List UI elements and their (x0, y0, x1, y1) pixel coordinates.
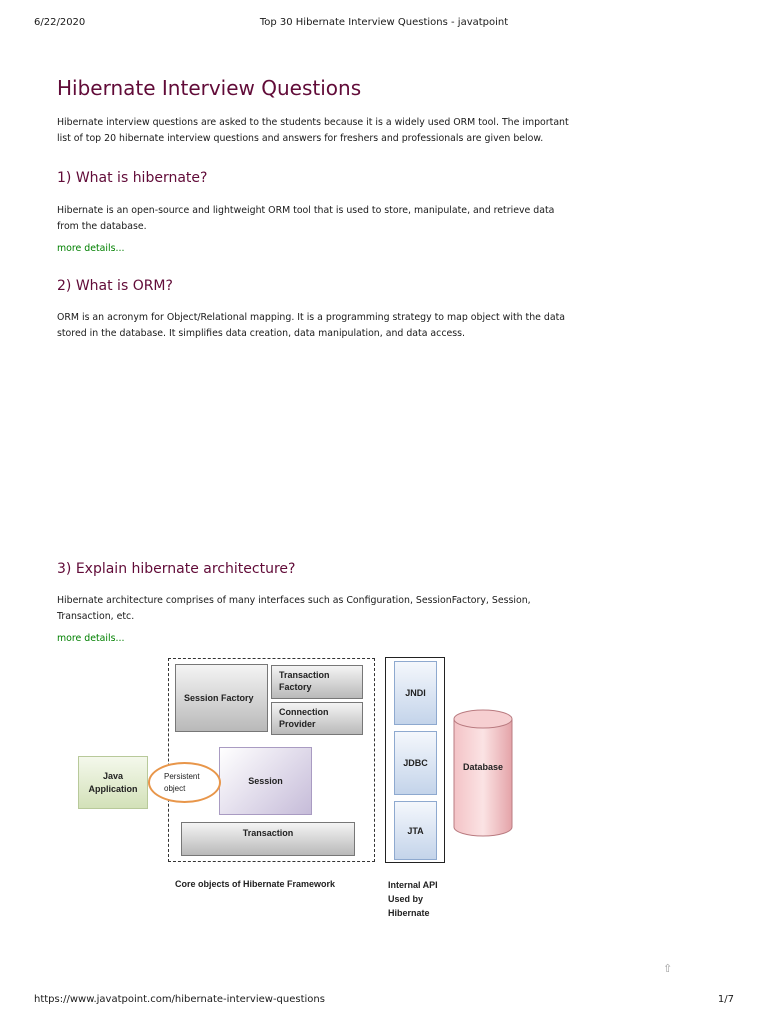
question-3-heading: 3) Explain hibernate architecture? (57, 561, 296, 577)
connection-provider-box: Connection Provider (271, 702, 363, 735)
internal-api-caption: Internal API Used by Hibernate (388, 880, 438, 918)
jndi-box: JNDI (394, 661, 437, 725)
question-1-more-details-link[interactable]: more details... (57, 243, 125, 254)
session-box: Session (219, 747, 312, 815)
question-3-answer: Hibernate architecture comprises of many interfaces such as Configuration, SessionFactory, Session, Transaction, etc. (57, 595, 531, 622)
print-date: 6/22/2020 (34, 17, 86, 28)
print-page-number: 1/7 (717, 994, 734, 1005)
question-1-heading: 1) What is hibernate? (57, 170, 208, 186)
session-factory-box: Session Factory (175, 664, 268, 732)
print-page-title: Top 30 Hibernate Interview Questions - javatpoint (259, 17, 509, 28)
jdbc-box: JDBC (394, 731, 437, 795)
print-url: https://www.javatpoint.com/hibernate-interview-questions (34, 994, 325, 1005)
database-cylinder-icon (453, 709, 513, 837)
persistent-object-ellipse: Persistent object (148, 762, 221, 803)
core-objects-caption: Core objects of Hibernate Framework (175, 879, 336, 889)
intro-paragraph: Hibernate interview questions are asked to the students because it is a widely used ORM tool. The important list of top 20 hibernate interview questions and answers for freshers and professionals are given below. (57, 117, 569, 144)
question-1-answer: Hibernate is an open-source and lightweight ORM tool that is used to store, manipulate, and retrieve data from the database. (57, 205, 555, 232)
hibernate-architecture-diagram (75, 652, 515, 927)
jta-box: JTA (394, 801, 437, 860)
transaction-factory-box: Transaction Factory (271, 665, 363, 699)
question-2-answer: ORM is an acronym for Object/Relational mapping. It is a programming strategy to map object with the data stored in the database. It simplifies data creation, data manipulation, and data access. (57, 312, 566, 339)
question-2-heading: 2) What is ORM? (57, 278, 173, 294)
database-label: Database (462, 762, 504, 772)
scroll-up-arrow-icon[interactable]: ⇧ (663, 962, 673, 975)
java-application-box: Java Application (78, 756, 148, 809)
transaction-box: Transaction (181, 822, 355, 856)
question-3-more-details-link[interactable]: more details... (57, 633, 125, 644)
page-title: Hibernate Interview Questions (57, 76, 362, 100)
